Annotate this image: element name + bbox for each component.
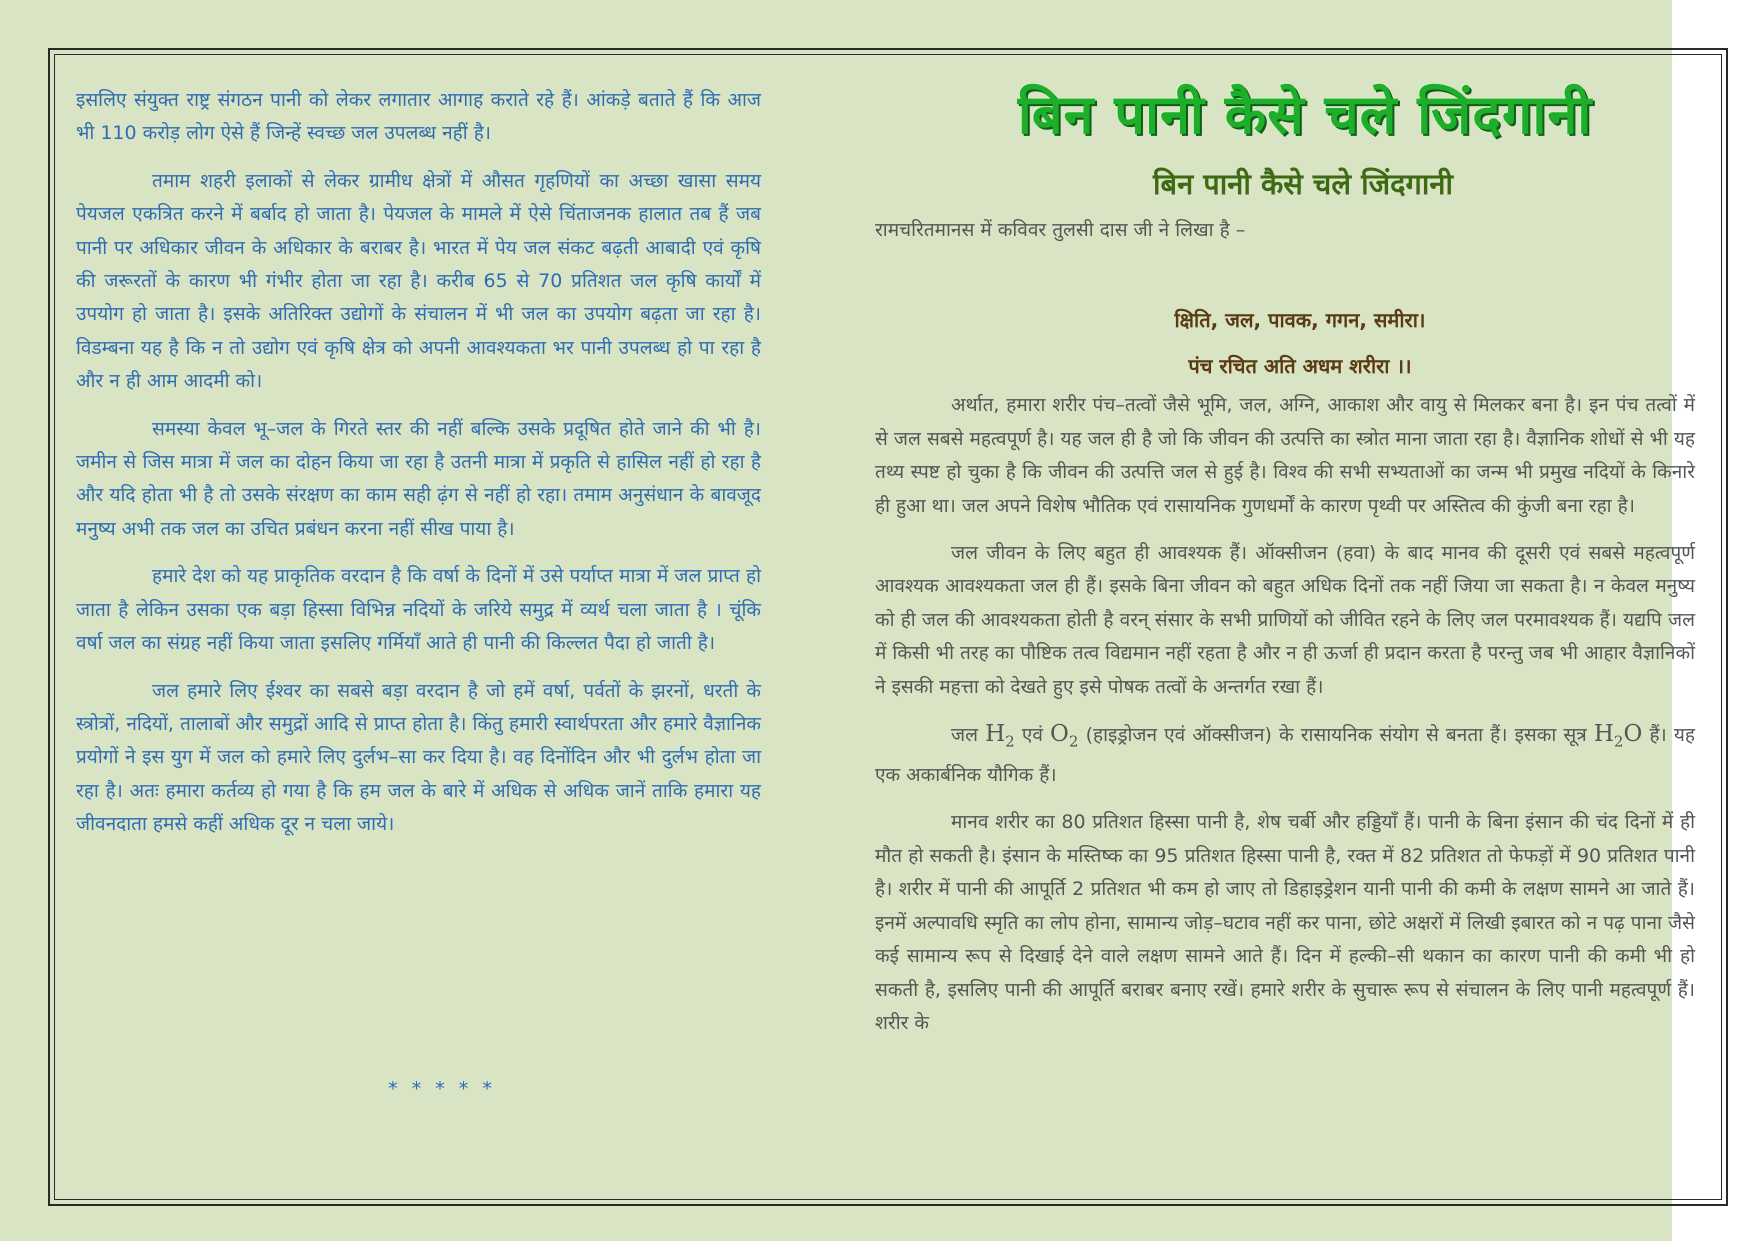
p3-text-b: एवं [1021, 724, 1043, 747]
formula-h2: $H_2$ [985, 721, 1015, 751]
p3-text-d: हैं। यह एक अकार्बनिक यौगिक हैं। [875, 724, 1695, 787]
formula-h2o: $H_2O$ [1593, 721, 1643, 751]
verse-line-2: पंच रचित अति अधम शरीरा ।। [1188, 354, 1412, 379]
right-paragraph-2: जल जीवन के लिए बहुत ही आवश्यक हैं। ऑक्सीजन (हवा) के बाद मानव की दूसरी एवं सबसे महत्वपूर्ण आवश्यक आवश्यकता जल ही हैं। इसके बिना जीवन को बहुत अधिक दिनों तक नहीं जिया जा सकता है। न केवल मनुष्य को ही जल की आवश्यकता होती है वरन् संसार के सभी प्राणियों को जीवित रहने के लिए जल परमावश्यक हैं। यद्यपि जल में किसी भी तरह का पौष्टिक तत्व विद्यमान नहीं रहता है और न ही ऊर्जा ही प्रदान करता है परन्तु जब भी आहार वैज्ञानिकों ने इसकी महत्ता को देखते हुए इसे पोषक तत्वों के अन्तर्गत रखा हैं। [875, 542, 1695, 698]
left-paragraph-4: हमारे देश को यह प्राकृतिक वरदान है कि वर्षा के दिनों में उसे पर्याप्त मात्रा में जल प्राप्त हो जाता है लेकिन उसका एक बड़ा हिस्सा विभिन्न नदियों के जरिये समुद्र में व्यर्थ चला जाता है । चूंकि वर्षा जल का संग्रह नहीं किया जाता इसलिए गर्मियाँ आते ही पानी की किल्लत पैदा हो जाती है। [76, 565, 761, 655]
formula-o2: $O_2$ [1050, 721, 1079, 751]
p3-text-c: (हाइड्रोजन एवं ऑक्सीजन) के रासायनिक संयोग से बनता हैं। इसका सूत्र [1085, 724, 1587, 747]
decorative-title: बिन पानी कैसे चले जिंदगानी [1017, 83, 1593, 146]
left-paragraph-5: जल हमारे लिए ईश्वर का सबसे बड़ा वरदान है जो हमें वर्षा, पर्वतों के झरनों, धरती के स्त्रोत्रों, नदियों, तालाबों और समुद्रों आदि से प्राप्त होता है। किंतु हमारी स्वार्थपरता और हमारे वैज्ञानिक प्रयोगों ने इस युग में जल को हमारे लिए दुर्लभ–सा कर दिया है। वह दिनोंदिन और भी दुर्लभ होता जा रहा है। अतः हमारा कर्तव्य हो गया है कि हम जल के बारे में अधिक से अधिक जानें ताकि हमारा यह जीवनदाता हमसे कहीं अधिक दूर न चला जाये। [76, 679, 761, 836]
right-column [875, 80, 1695, 1054]
right-paragraph-4: मानव शरीर का 80 प्रतिशत हिस्सा पानी है, शेष चर्बी और हड्डियाँ हैं। पानी के बिना इंसान की चंद दिनों में ही मौत हो सकती है। इंसान के मस्तिष्क का 95 प्रतिशत हिस्सा पानी है, रक्त में 82 प्रतिशत तो फेफड़ों में 90 प्रतिशत पानी है। शरीर में पानी की आपूर्ति 2 प्रतिशत भी कम हो जाए तो डिहाइड्रेशन यानी पानी की कमी के लक्षण सामने आ जाते हैं। इनमें अल्पावधि स्मृति का लोप होना, सामान्य जोड़–घटाव नहीं कर पाना, छोटे अक्षरों में लिखी इबारत को न पढ़ पाना जैसे कई सामान्य रूप से दिखाई देने वाले लक्षण सामने आते हैं। दिन में हल्की–सी थकान का कारण पानी की कमी भी हो सकती है, इसलिए पानी की आपूर्ति बराबर बनाए रखें। हमारे शरीर के सुचारू रूप से संचालन के लिए पानी महत्वपूर्ण हैं। शरीर के [875, 811, 1695, 1034]
section-end-stars: * * * * * [388, 1078, 496, 1100]
left-paragraph-2: तमाम शहरी इलाकों से लेकर ग्रामीध क्षेत्रों में औसत गृहणियों का अच्छा खासा समय पेयजल एकत्रित करने में बर्बाद हो जाता है। पेयजल के मामले में ऐसे चिंताजनक हालात तब हैं जब पानी पर अधिकार जीवन के अधिकार के बराबर है। भारत में पेय जल संकट बढ़ती आबादी एवं कृषि की जरूरतों के कारण भी गंभीर होता जा रहा है। करीब 65 से 70 प्रतिशत जल कृषि कार्यों में उपयोग हो जाता है। इसके अतिरिक्त उद्योगों के संचालन में भी जल का उपयोग बढ़ता जा रहा है। विडम्बना यह है कि न तो उद्योग एवं कृषि क्षेत्र को अपनी आवश्यकता भर पानी उपलब्ध हो पा रहा है और न ही आम आदमी को। [76, 169, 761, 393]
left-paragraph-1: इसलिए संयुक्त राष्ट्र संगठन पानी को लेकर लगातार आगाह कराते रहे हैं। आंकड़े बताते हैं कि आज भी 110 करोड़ लोग ऐसे हैं जिन्हें स्वच्छ जल उपलब्ध नहीं है। [76, 89, 761, 145]
intro-line: रामचरितमानस में कविवर तुलसी दास जी ने लिखा है – [875, 219, 1246, 241]
verse-line-1: क्षिति, जल, पावक, गगन, समीरा। [1174, 308, 1426, 333]
article-title: बिन पानी कैसे चले जिंदगानी [1153, 167, 1453, 201]
right-paragraph-1: अर्थात, हमारा शरीर पंच–तत्वों जैसे भूमि, जल, अग्नि, आकाश और वायु से मिलकर बना है। इन पंच तत्वों में से जल सबसे महत्वपूर्ण है। यह जल ही है जो कि जीवन की उत्पत्ति का स्त्रोत माना जाता रहा है। वैज्ञानिक शोधों से भी यह तथ्य स्पष्ट हो चुका है कि जीवन की उत्पत्ति जल से हुई है। विश्व की सभी सभ्यताओं का जन्म भी प्रमुख नदियों के किनारे ही हुआ था। जल अपने विशेष भौतिक एवं रासायनिक गुणधर्मों के कारण पृथ्वी पर अस्तित्व की कुंजी बना रहा है। [875, 394, 1695, 517]
right-paragraph-3 [875, 718, 1695, 792]
left-paragraph-3: समस्या केवल भू–जल के गिरते स्तर की नहीं बल्कि उसके प्रदूषित होते जाने की भी है। जमीन से जिस मात्रा में जल का दोहन किया जा रहा है उतनी मात्रा में प्रकृति से हासिल नहीं हो रहा है और यदि होता भी है तो उसके संरक्षण का काम सही ढ़ंग से नहीं हो रहा। तमाम अनुसंधान के बावजूद मनुष्य अभी तक जल का उचित प्रबंधन करना नहीं सीख पाया है। [76, 417, 761, 540]
p3-text-a: जल [951, 724, 978, 747]
verse-spacer [875, 261, 1695, 297]
left-column [76, 84, 761, 856]
